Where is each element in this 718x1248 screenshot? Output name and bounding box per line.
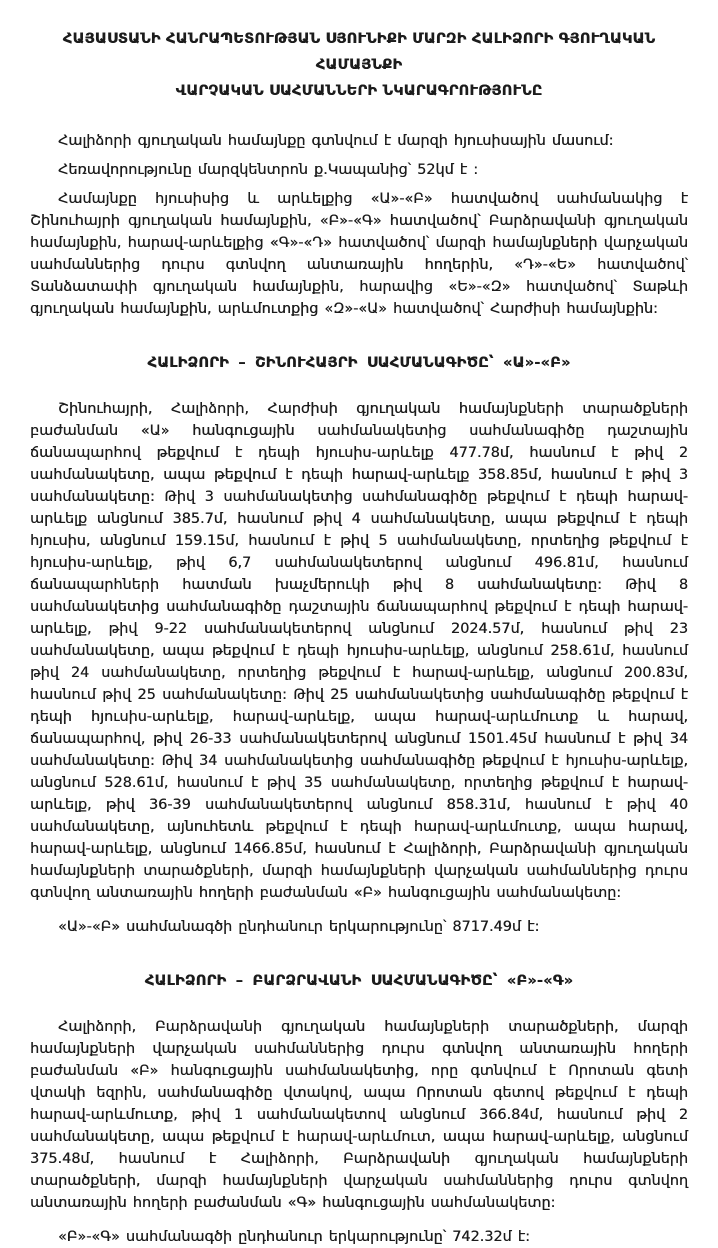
section2-total-length: «Բ»-«Գ» սահմանագծի ընդհանուր երկարությունը՝ 742.32մ է:: [58, 1229, 530, 1245]
title-line-2: ՎԱՐՉԱԿԱՆ ՍԱՀՄԱՆՆԵՐԻ ՆԿԱՐԱԳՐՈՒԹՅՈՒՆԸ: [175, 82, 543, 99]
section-heading-halidzor-shinuhayr: ՀԱԼԻՁՈՐԻ – ՇԻՆՈՒՀԱՅՐԻ ՍԱՀՄԱՆԱԳԻԾԸ՝ «Ա»-«Բ»: [147, 354, 571, 371]
intro-paragraph-distance: Հեռավորությունը մարզկենտրոն ք.Կապանից՝ 52կմ է :: [58, 162, 479, 178]
intro-paragraph-borders: Համայնքը հյուսիսից և արևելքից «Ա»-«Բ» հատվածով սահմանակից է Շինուհայրի գյուղական համայնքին, «Բ»-«Գ» հատվածով՝ Բարձրավանի գյուղական համայնքին, հարավ-արևելքից «Գ»-«Դ» հատվածով՝ մարզի համայնքների վարչական սահմաններից դուրս գտնվող անտառային հողերին, «Դ»-«Ե» հատվածով՝ Տանձատափի գյուղական համայնքին, հարավից «Ե»-«Զ» հատվածով՝ Տաթևի գյուղական համայնքին, արևմուտքից «Զ»-«Ա» հատվածով՝ Հարժիսի համայնքին:: [30, 191, 688, 317]
section2-body-paragraph: Հալիձորի, Բարձրավանի գյուղական համայնքների տարածքների, մարզի համայնքների վարչական սահմաններից դուրս գտնվող անտառային հողերի բաժանման «Բ» հանգուցային սահմանակետից, որը գտնվում է Որոտան գետի վտակի եզրին, սահմանագիծը վտակով, ապա Որոտան գետով թեքվում է դեպի հարավ-արևմուտք, թիվ 1 սահմանակետով անցնում 366.84մ, հասնում թիվ 2 սահմանակետը, ապա թեքվում է հարավ-արևմուտ, ապա հարավ-արևելք, անցնում 375.48մ, հասնում է Հալիձորի, Բարձրավանի գյուղական համայնքների տարածքների, մարզի համայնքների վարչական սահմաններից դուրս գտնվող անտառային հողերի բաժանման «Գ» հանգուցային սահմանակետը:: [30, 1019, 688, 1211]
title-line-1: ՀԱՅԱՍՏԱՆԻ ՀԱՆՐԱՊԵՏՈՒԹՅԱՆ ՍՅՈՒՆԻՔԻ ՄԱՐԶԻ ՀԱԼԻՁՈՐԻ ԳՅՈՒՂԱԿԱՆ ՀԱՄԱՅՆՔԻ: [62, 30, 656, 73]
section1-total-length: «Ա»-«Բ» սահմանագծի ընդհանուր երկարությունը՝ 8717.49մ է:: [58, 919, 540, 935]
intro-paragraph-location: Հալիձորի գյուղական համայնքը գտնվում է մարզի հյուսիսային մասում:: [58, 133, 614, 149]
section-heading-halidzor-bardzravan: ՀԱԼԻՁՈՐԻ – ԲԱՐՁՐԱՎԱՆԻ ՍԱՀՄԱՆԱԳԻԾԸ՝ «Բ»-«Գ»: [144, 972, 574, 989]
section1-body-paragraph: Շինուհայրի, Հալիձորի, Հարժիսի գյուղական համայնքների տարածքների բաժանման «Ա» հանգուցային սահմանակետից սահմանագիծը դաշտային ճանապարհով թեքվում է դեպի հյուսիս-արևելք 477.78մ, հասնում է թիվ 2 սահմանակետը, ապա թեքվում է դեպի հարավ-արևելք 358.85մ, հասնում է թիվ 3 սահմանակետը: Թիվ 3 սահմանակետից սահմանագիծը թեքվում է դեպի հարավ-արևելք անցնում 385.7մ, հասնում թիվ 4 սահմանակետը, ապա թեքվում է դեպի հյուսիս, անցնում 159.15մ, հասնում է թիվ 5 սահմանակետը, որտեղից թեքվում է հյուսիս-արևելք, թիվ 6,7 սահմանակետերով անցնում 496.81մ, հասնում ճանապարհների հատման խաչմերուկի թիվ 8 սահմանակետը: Թիվ 8 սահմանակետից սահմանագիծը դաշտային ճանապարհով թեքվում է դեպի հարավ-արևելք, թիվ 9-22 սահմանակետերով անցնում 2024.57մ, հասնում թիվ 23 սահմանակետը, ապա թեքվում է դեպի հյուսիս-արևելք, անցնում 258.61մ, հասնում թիվ 24 սահմանակետը, որտեղից թեքվում է հարավ-արևելք, անցնում 200.83մ, հասնում թիվ 25 սահմանակետը: Թիվ 25 սահմանակետից սահմանագիծը թեքվում է դեպի հյուսիս-արևելք, հարավ-արևելք, ապա հարավ-արևմուտք և հարավ, ճանապարհով, թիվ 26-33 սահմանակետերով անցնում 1501.45մ հասնում է թիվ 34 սահմանակետը: Թիվ 34 սահմանակետից սահմանագիծը թեքվում է հյուսիս-արևելք, անցնում 528.61մ, հասնում է թիվ 35 սահմանակետը, որտեղից թեքվում է հարավ-արևելք, թիվ 36-39 սահմանակետերով անցնում 858.31մ, հասնում է թիվ 40 սահմանակետը, այնուհետև թեքվում է դեպի հարավ-արևմուտք, ապա հարավ, հարավ-արևելք, անցնում 1466.85մ, հասնում է Հալիձորի, Բարձրավանի գյուղական համայնքների տարածքների, մարզի համայնքների վարչական սահմաններից դուրս գտնվող անտառային հողերի բաժանման «Բ» հանգուցային սահմանակետը:: [30, 401, 688, 901]
document-title: [30, 26, 688, 104]
